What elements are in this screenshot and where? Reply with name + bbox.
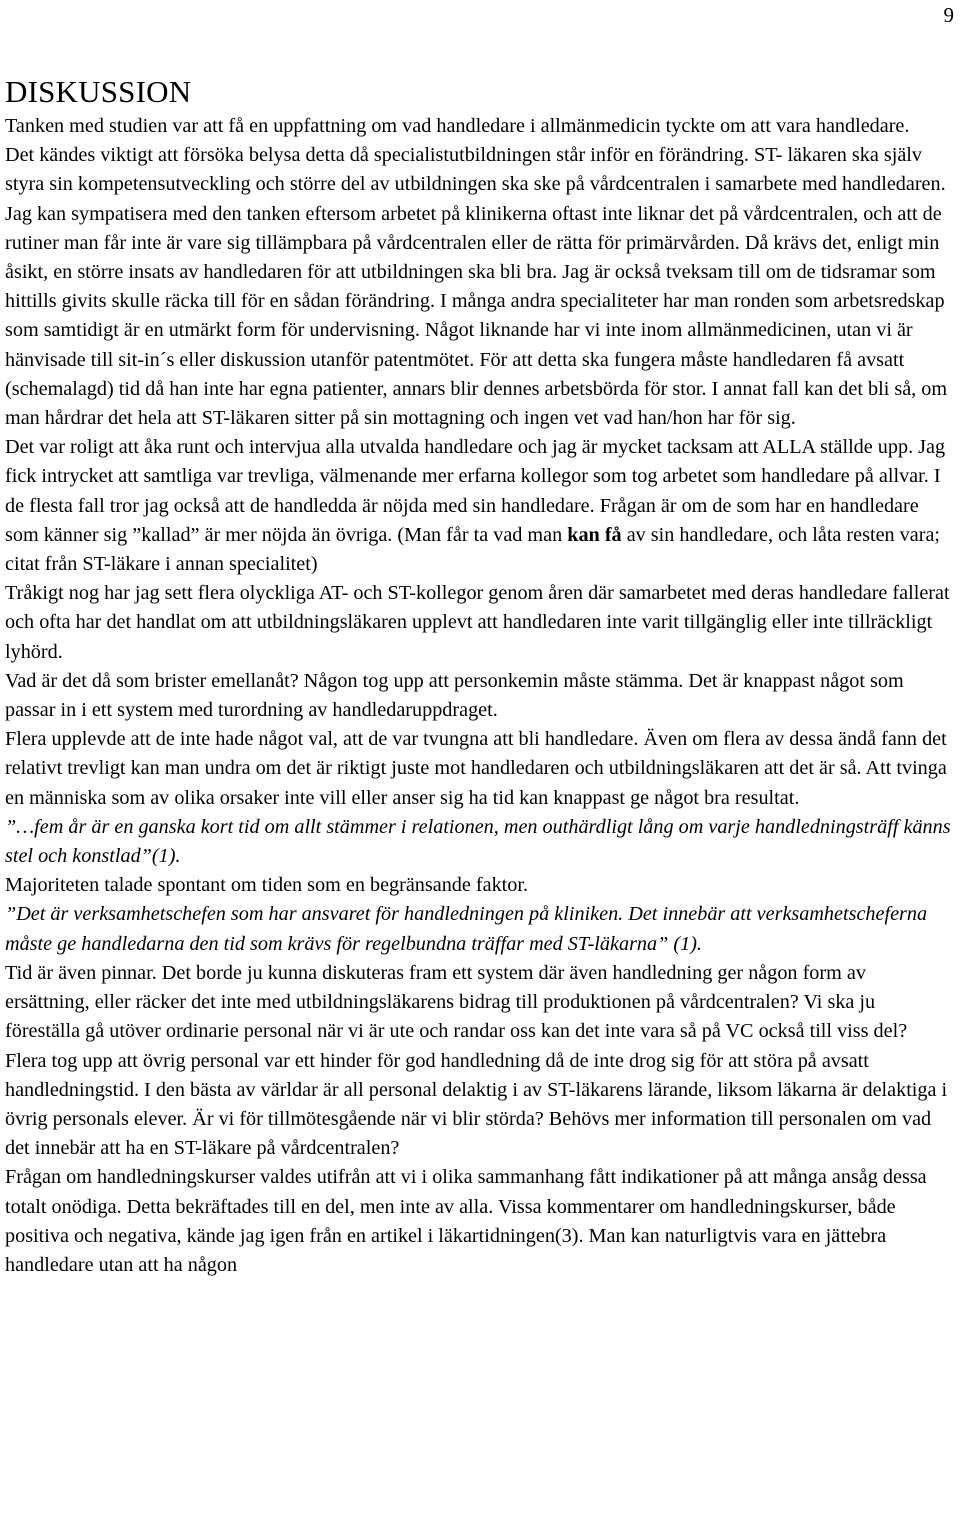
paragraph-interviews	[5, 433, 955, 579]
paragraph-intro	[5, 112, 955, 141]
paragraph-text: Vad är det då som brister emellanåt? Någon tog upp att personkemin måste stämma. Det är knappast något som passar in i ett system med turordning av handledaruppdraget.	[5, 669, 904, 722]
paragraph-specialist-training	[5, 141, 955, 433]
paragraph-courses	[5, 1163, 955, 1280]
paragraph-text: Tid är även pinnar. Det borde ju kunna diskuteras fram ett system där även handledning ger någon form av ersättning, eller räcker det inte med utbildningsläkarens bidrag till produktionen på vårdcentralen? Vi ska ju föreställa gå utöver ordinarie personal när vi är ute och randar oss kan det inte vara så på VC också till viss del?	[5, 961, 908, 1043]
page-number: 9	[943, 3, 954, 27]
paragraph-other-staff	[5, 1047, 955, 1164]
emphasis-text: kan få	[567, 523, 622, 546]
paragraph-text: Flera upplevde att de inte hade något val, att de var tvungna att bli handledare. Även om flera av dessa ändå fann det relativt trevligt kan man undra om det är riktigt juste mot handledaren och utbildningsläkaren att det är så. Att tvinga en människa som av olika orsaker inte vill eller anser sig ha tid kan knappast ge något bra resultat.	[5, 728, 947, 809]
paragraph-text: Tråkigt nog har jag sett flera olyckliga AT- och ST-kollegor genom åren där samarbetet med deras handledare fallerat och ofta har det handlat om att utbildningsläkaren upplevt att handledaren inte varit tillgänglig eller inte tillräckligt lyhörd.	[5, 582, 950, 663]
paragraph-text: Det kändes viktigt att försöka belysa detta då specialistutbildningen står inför en förändring. ST- läkaren ska själv styra sin kompetensutveckling och större del av utbildningen ska ske på vårdcentralen i samarbete med handledaren. Jag kan sympatisera med den tanken eftersom arbetet på klinikerna oftast inte liknar det på vårdcentralen, och att de rutiner man får inte är vare sig tillämpbara på vårdcentralen eller de rätta för primärvården. Då krävs det, enligt min åsikt, en större insats av handledaren för att utbildningen ska bli bra. Jag är också tveksam till om de tidsramar som hittills givits skulle räcka till för en sådan förändring. I många andra specialiteter har man ronden som arbetsredskap som samtidigt är en utmärkt form för undervisning. Något liknande har vi inte inom allmänmedicinen, utan vi är hänvisade till sit-in´s eller diskussion utanför patentmötet. För att detta ska fungera måste handledaren få avsatt (schemalagd) tid då han inte har egna patienter, annars blir dennes arbetsbörda för stor. I annat fall kan det bli så, om man hårdrar det hela att ST-läkaren sitter på sin mottagning och ingen vet vad han/hon har för sig.	[5, 144, 948, 430]
paragraph-compensation	[5, 959, 955, 1047]
quote-five-years	[5, 813, 955, 871]
paragraph-text: Frågan om handledningskurser valdes utifrån att vi i olika sammanhang fått indikationer på att många ansåg dessa totalt onödiga. Detta bekräftades till en del, men inte av alla. Vissa kommentarer om handledningskurser, både positiva och negativa, kände jag igen från en artikel i läkartidningen(3). Man kan naturligtvis vara en jättebra handledare utan att ha någon	[5, 1166, 927, 1276]
quote-head-of-unit	[5, 900, 955, 958]
paragraph-unhappy-colleagues	[5, 579, 955, 667]
paragraph-text: Tanken med studien var att få en uppfattning om vad handledare i allmänmedicin tyckte om att vara handledare.	[5, 115, 910, 137]
paragraph-text: av sin handledare, och låta resten vara; citat från ST-läkare i annan specialitet)	[5, 523, 941, 576]
paragraph-chemistry	[5, 667, 955, 725]
paragraph-text: Det var roligt att åka runt och intervjua alla utvalda handledare och jag är mycket tacksam att ALLA ställde upp. Jag fick intrycket att samtliga var trevliga, välmenande mer erfarna kollegor som tog arbetet som handledare på allvar. I de flesta fall tror jag också att de handledda är nöjda med sin handledare. Frågan är om de som har en handledare som känner sig ”kallad” är mer nöjda än övriga. (Man får ta vad man	[5, 436, 946, 546]
paragraph-time-limiting	[5, 871, 955, 900]
section-heading: DISKUSSION	[5, 74, 192, 109]
paragraph-text: Flera tog upp att övrig personal var ett hinder för god handledning då de inte drog sig för att störa på avsatt handledningstid. I den bästa av världar är all personal delaktig i av ST-läkarens lärande, liksom läkarna är delaktiga i övrig personals elever. Är vi för tillmötesgående när vi blir störda? Behövs mer information till personalen om vad det innebär att ha en ST-läkare på vårdcentralen?	[5, 1049, 948, 1160]
paragraph-no-choice	[5, 725, 955, 813]
quote-text: ”Det är verksamhetschefen som har ansvaret för handledningen på kliniken. Det innebär att verksamhetscheferna måste ge handledarna den tid som krävs för regelbundna träffar med ST-läkarna” (1).	[5, 903, 928, 955]
paragraph-text: Majoriteten talade spontant om tiden som en begränsande faktor.	[5, 874, 529, 897]
document-body	[5, 72, 955, 1280]
quote-text: ”…fem år är en ganska kort tid om allt stämmer i relationen, men outhärdligt lång om varje handledningsträff känns stel och konstlad”(1).	[5, 815, 951, 868]
